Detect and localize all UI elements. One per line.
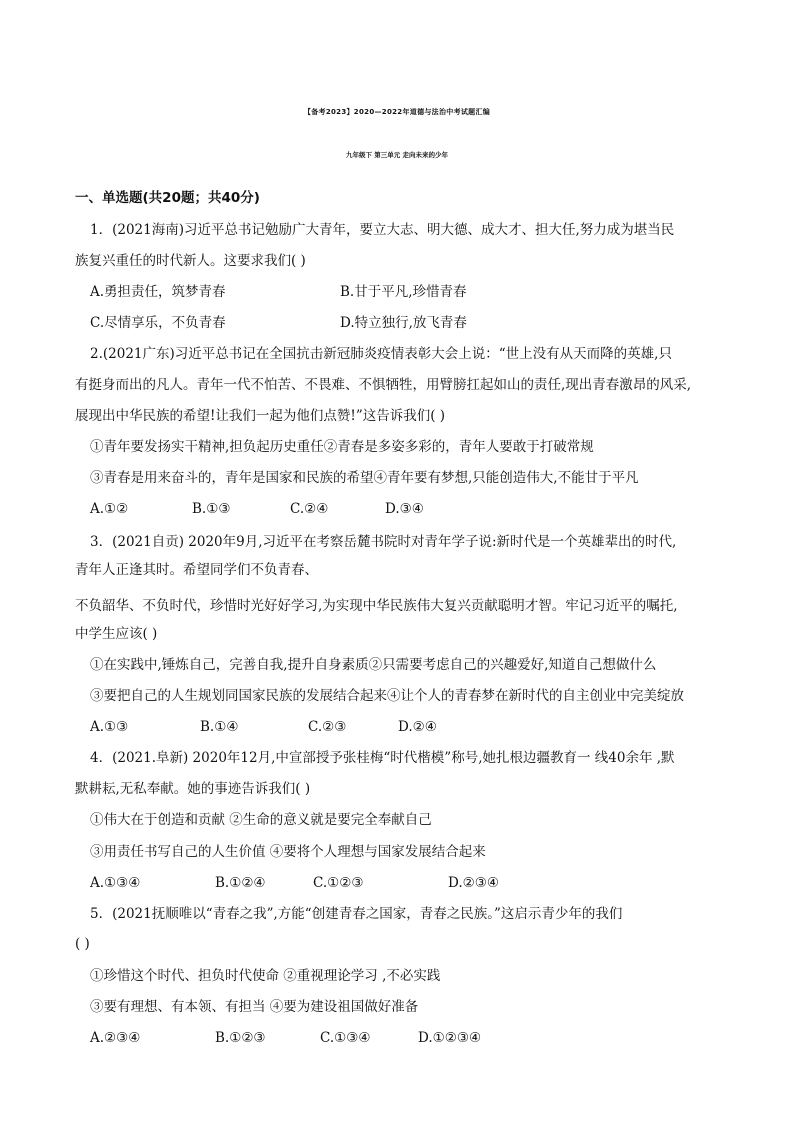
q5-option-c: C.①③④ <box>320 1030 371 1046</box>
q2-stem-line2: 有挺身而出的凡人。青年一代不怕苦、不畏难、不惧牺牲，用臂膀扛起如山的责任,现出青春激昂的风采, <box>75 377 692 393</box>
q1-option-c: C.尽情享乐，不负青春 <box>90 315 226 331</box>
q1-stem-line1: 1．(2021海南)习近平总书记勉励广大青年，要立大志、明大德、成大才、担大任,努力成为堪当民 <box>90 222 675 238</box>
q5-stem-line2: ( ) <box>75 936 90 952</box>
q1-option-d: D.特立独行,放飞青春 <box>340 315 467 331</box>
q3-option-d: D.②④ <box>398 719 437 735</box>
q2-option-c: C.②④ <box>290 501 329 517</box>
q3-stem-line2: 青年人正逢其时。希望同学们不负青春、 <box>75 562 318 578</box>
q1-option-b: B.甘于平凡,珍惜青春 <box>340 284 467 300</box>
q4-option-b: B.①②④ <box>215 875 266 891</box>
q4-item-line2: ③用责任书写自己的人生价值 ④要将个人理想与国家发展结合起来 <box>90 844 486 860</box>
q1-option-a: A.勇担责任，筑梦青春 <box>90 284 226 300</box>
q3-stem-line1: 3．(2021自贡) 2020年9月,习近平在考察岳麓书院时对青年学子说:新时代是一个英雄辈出的时代, <box>90 534 677 550</box>
q2-item-line1: ①青年要发扬实干精神,担负起历史重任②青春是多姿多彩的，青年人要敢于打破常规 <box>90 439 594 455</box>
q5-option-a: A.②③④ <box>90 1030 141 1046</box>
q3-stem-line4: 中学生应该( ) <box>75 626 158 642</box>
q2-item-line2: ③青春是用来奋斗的，青年是国家和民族的希望④青年要有梦想,只能创造伟大,不能甘于平凡 <box>90 470 639 486</box>
q4-option-d: D.②③④ <box>448 875 499 891</box>
document-title: 【备考2023】2020—2022年道德与法治中考试题汇编 <box>303 108 491 116</box>
q2-stem-line3: 展现出中华民族的希望!让我们一起为他们点赞!”这告诉我们( ) <box>75 408 446 424</box>
q4-item-line1: ①伟大在于创造和贡献 ②生命的意义就是要完全奉献自己 <box>90 812 432 828</box>
q3-item-line1: ①在实践中,锤炼自己，完善自我,提升自身素质②只需要考虑自己的兴趣爱好,知道自己想做什么 <box>90 657 657 673</box>
q4-option-a: A.①③④ <box>90 875 141 891</box>
q5-option-d: D.①②③④ <box>418 1030 482 1046</box>
q4-stem-line2: 默耕耘,无私奉献。她的事迹告诉我们( ) <box>75 781 311 797</box>
section-heading: 一、单选题(共20题；共40分) <box>75 190 260 206</box>
q3-option-b: B.①④ <box>200 719 239 735</box>
q2-option-d: D.③④ <box>385 501 424 517</box>
q5-item-line2: ③要有理想、有本领、有担当 ④要为建设祖国做好准备 <box>90 999 419 1015</box>
q4-stem-line1: 4．(2021.阜新) 2020年12月,中宣部授予张桂梅“时代楷模”称号,她扎根边疆教育一 线40余年 ,默 <box>90 750 675 766</box>
q3-stem-line3: 不负韶华、不负时代，珍惜时光好好学习,为实现中华民族伟大复兴贡献聪明才智。牢记习近平的嘱托, <box>75 598 678 614</box>
q3-option-a: A.①③ <box>90 719 129 735</box>
q3-option-c: C.②③ <box>308 719 347 735</box>
q5-option-b: B.①②③ <box>215 1030 266 1046</box>
q2-option-a: A.①② <box>90 501 129 517</box>
q1-stem-line2: 族复兴重任的时代新人。这要求我们( ) <box>75 253 306 269</box>
q2-option-b: B.①③ <box>192 501 231 517</box>
q5-stem-line1: 5．(2021抚顺唯以“青春之我”,方能“创建青春之国家，青春之民族。”这启示青少年的我们 <box>90 906 623 922</box>
q4-option-c: C.①②③ <box>313 875 364 891</box>
document-subtitle: 九年级下 第三单元 走向未来的少年 <box>345 151 449 159</box>
q3-item-line2: ③要把自己的人生规划同国家民族的发展结合起来④让个人的青春梦在新时代的自主创业中完美绽放 <box>90 688 684 704</box>
q5-item-line1: ①珍惜这个时代、担负时代使命 ②重视理论学习 ,不必实践 <box>90 968 441 984</box>
q2-stem-line1: 2.(2021广东)习近平总书记在全国抗击新冠肺炎疫情表彰大会上说：“世上没有从天而降的英雄,只 <box>90 346 672 362</box>
